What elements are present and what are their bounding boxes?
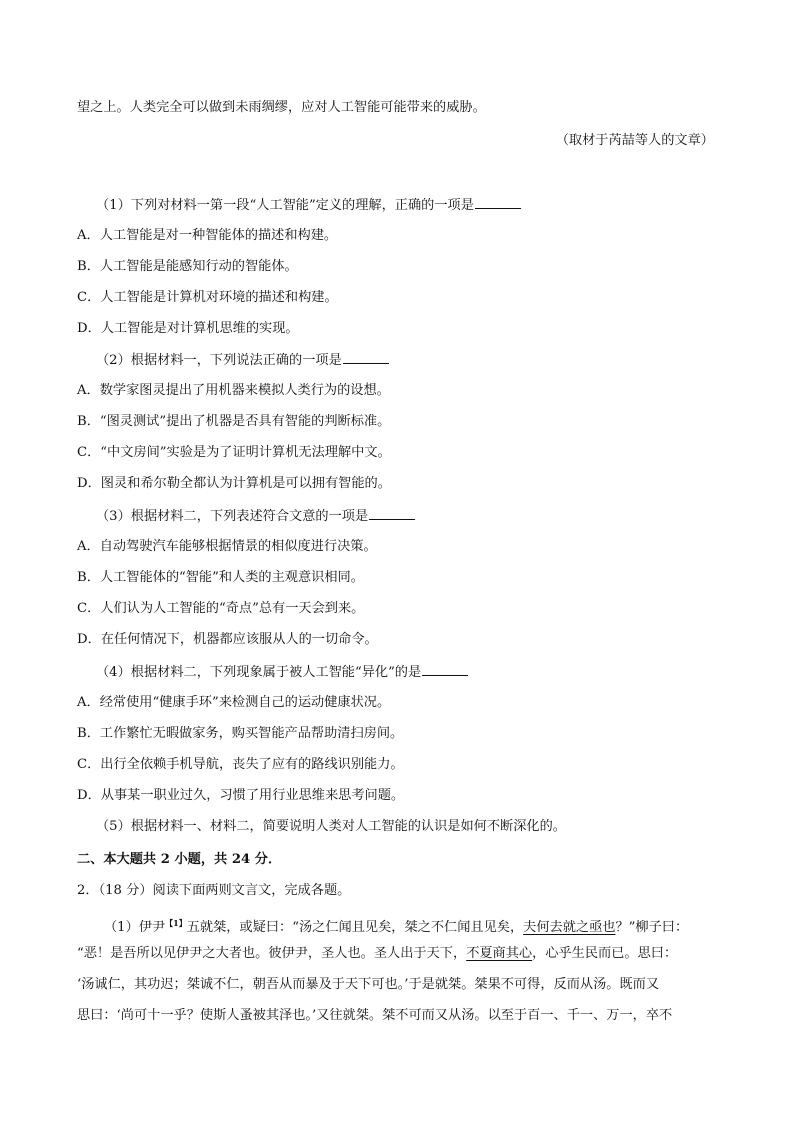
question-1-option-b: B．人工智能是能感知行动的智能体。 (77, 259, 298, 274)
answer-blank[interactable] (475, 195, 521, 209)
section-heading: 二、本大题共 2 小题，共 24 分． (77, 852, 282, 867)
question-1-option-a: A．人工智能是对一种智能体的描述和构建。 (77, 228, 338, 243)
answer-blank[interactable] (369, 506, 415, 520)
question-4-stem: （4）根据材料二，下列现象属于被人工智能“异化”的是 (96, 662, 722, 683)
underlined-phrase: 夫何去就之亟也 (523, 920, 616, 935)
question-4-option-a: A．经常使用“健康手环”来检测自己的运动健康状况。 (77, 695, 391, 710)
passage-line-4: 思曰：‘尚可十一乎？使斯人蚤被其泽也。’又往就桀。桀不可而又从汤。以至于百一、千一、万一，卒不 (77, 1008, 673, 1023)
question-3-option-c: C．人们认为人工智能的“奇点”总有一天会到来。 (77, 601, 365, 616)
answer-blank[interactable] (343, 350, 389, 364)
question-3-stem: （3）根据材料二，下列表述符合文意的一项是 (96, 506, 722, 527)
passage-line-2: “恶！是吾所以见伊尹之大者也。彼伊尹，圣人也。圣人出于天下，不夏商其心，心乎生民而已。思曰： (77, 946, 678, 961)
question-2-option-d: D．图灵和希尔勒全都认为计算机是可以拥有智能的。 (77, 476, 391, 491)
question-1-stem: （1）下列对材料一第一段“人工智能”定义的理解，正确的一项是 (96, 195, 722, 216)
passage-line-3: ‘汤诚仁，其功迟；桀诚不仁，朝吾从而暴及于天下可也。’于是就桀。桀果不可得，反而从汤。既而又 (77, 977, 660, 992)
source-note: （取材于芮喆等人的文章） (555, 133, 714, 148)
question-3-option-b: B．人工智能体的“智能”和人类的主观意识相同。 (77, 570, 364, 585)
intro-line: 望之上。人类完全可以做到未雨绸缪，应对人工智能可能带来的威胁。 (77, 100, 486, 115)
question-3-option-d: D．在任何情况下，机器都应该服从人的一切命令。 (77, 632, 378, 647)
question-5-stem: （5）根据材料一、材料二，简要说明人类对人工智能的认识是如何不断深化的。 (96, 819, 566, 834)
answer-blank[interactable] (422, 662, 468, 676)
question-4-option-b: B．工作繁忙无暇做家务，购买智能产品帮助清扫房间。 (77, 726, 404, 741)
question-2-option-c: C．“中文房间”实验是为了证明计算机无法理解中文。 (77, 445, 391, 460)
question-4-option-d: D．从事某一职业过久，习惯了用行业思维来思考问题。 (77, 788, 405, 803)
passage-line-1: （1）伊尹$^{【1】}$五就桀，或疑曰：“汤之仁闻且见矣，桀之不仁闻且见矣，夫何去就之亟也？”柳子曰： (104, 918, 689, 935)
question-4-option-c: C．出行全依赖手机导航，丧失了应有的路线识别能力。 (77, 757, 404, 772)
question-2-option-a: A．数学家图灵提出了用机器来模拟人类行为的设想。 (77, 383, 390, 398)
question-2-title: 2．（18 分）阅读下面两则文言文，完成各题。 (77, 883, 351, 898)
question-3-option-a: A．自动驾驶汽车能够根据情景的相似度进行决策。 (77, 539, 377, 554)
question-1-option-c: C．人工智能是计算机对环境的描述和构建。 (77, 290, 338, 305)
question-1-option-d: D．人工智能是对计算机思维的实现。 (77, 321, 299, 336)
footnote-marker: 【1】 (165, 918, 187, 928)
question-2-option-b: B．“图灵测试”提出了机器是否具有智能的判断标准。 (77, 414, 391, 429)
underlined-phrase: 不夏商其心 (466, 946, 533, 961)
question-2-stem: （2）根据材料一，下列说法正确的一项是 (96, 350, 722, 371)
